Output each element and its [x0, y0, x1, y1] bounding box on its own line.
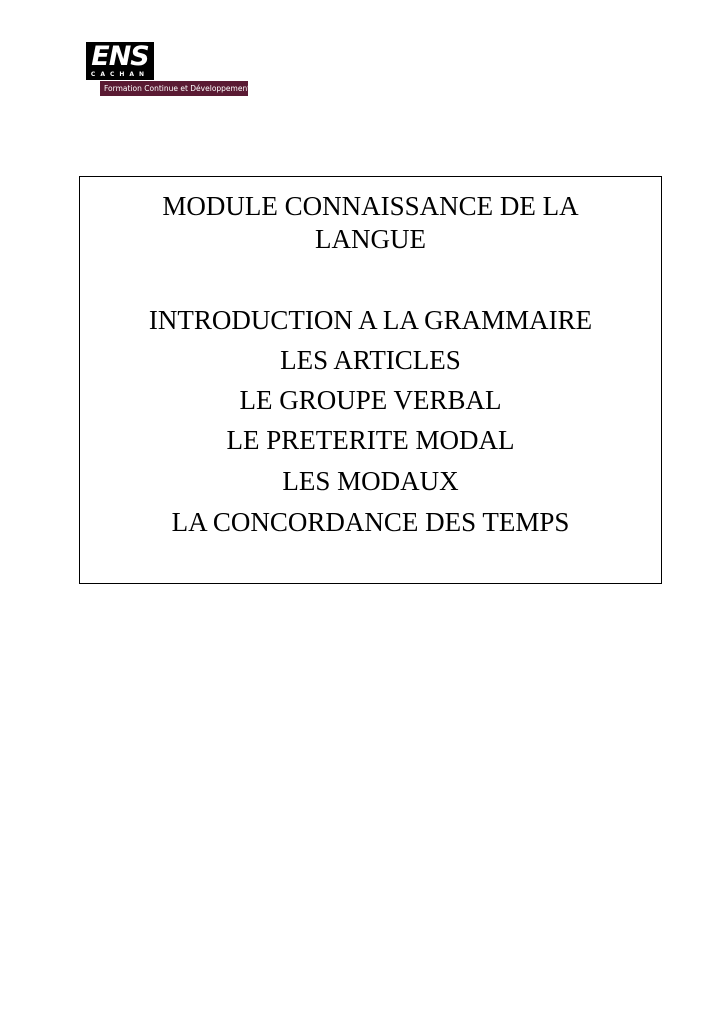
module-title-line1: MODULE CONNAISSANCE DE LA — [162, 191, 579, 221]
logo-band — [100, 81, 251, 96]
logo-black-block — [86, 42, 154, 80]
module-title-line2: LANGUE — [315, 224, 426, 254]
logo-mark: ENS — [91, 41, 149, 72]
ens-cachan-logo — [86, 41, 251, 97]
topic-item: LES ARTICLES — [280, 345, 461, 375]
logo-band-text: Formation Continue et Développement — [104, 84, 251, 93]
topic-item: LE GROUPE VERBAL — [239, 385, 502, 415]
title-box — [79, 176, 662, 584]
topic-item: LE PRETERITE MODAL — [226, 425, 515, 455]
topic-item: LES MODAUX — [282, 466, 459, 496]
topic-item: LA CONCORDANCE DES TEMPS — [171, 507, 570, 537]
topic-item: INTRODUCTION A LA GRAMMAIRE — [148, 305, 593, 335]
logo-city: CACHAN — [90, 71, 150, 78]
